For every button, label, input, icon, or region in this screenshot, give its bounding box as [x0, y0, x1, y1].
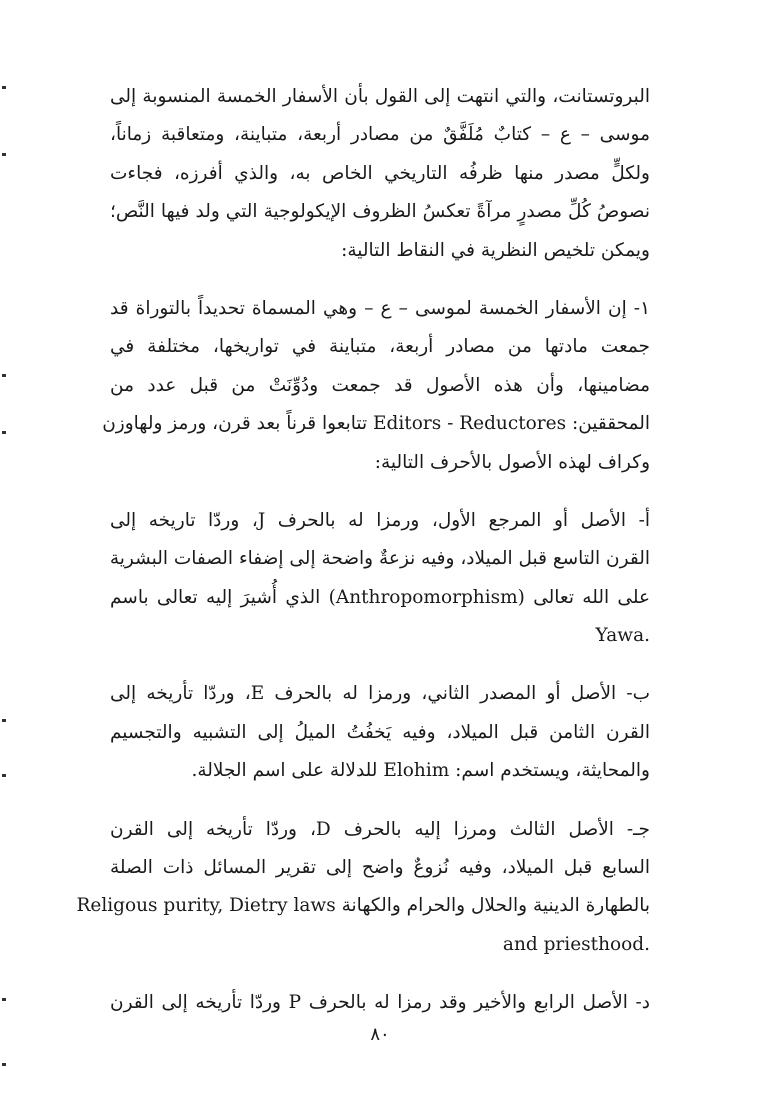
text-line: على الله تعالى (Anthropomorphism) الذي أُشيرَ إليه تعالى باسم	[110, 586, 651, 608]
scan-mark	[2, 86, 6, 89]
text-line: ب- الأصل أو المصدر الثاني، ورمزا له بالحرف E، وردّا تأريخه إلى	[110, 683, 650, 705]
text-line: نصوصُ كُلِّ مصدرٍ مرآةً تعكسُ الظروف الإيكولوجية التي ولد فيها النَّص؛	[110, 201, 650, 223]
text-line: بالطهارة الدينية والحلال والحرام والكهانة Religous purity, Dietry laws	[76, 895, 650, 917]
scan-mark	[2, 998, 6, 1001]
text-line: ولكلٍّ مصدر منها ظرفُه التاريخي الخاص به، والذي أفرزه، فجاءت	[110, 162, 650, 184]
text-line: والمحايثة، ويستخدم اسم: Elohim للدلالة على اسم الجلالة.	[191, 760, 650, 782]
paragraph-point-1	[102, 290, 650, 482]
paragraph-source-p	[110, 984, 650, 1022]
scan-mark	[2, 719, 6, 722]
scan-mark	[2, 374, 6, 377]
text-line: القرن التاسع قبل الميلاد، وفيه نزعةٌ واضحة إلى إضفاء الصفات البشرية	[109, 548, 650, 570]
scan-mark	[2, 1063, 6, 1066]
text-line: المحققين: Editors - Reductores تتابعوا قرناً بعد قرن، ورمز ولهاوزن	[102, 413, 650, 435]
text-line: القرن الثامن قبل الميلاد، وفيه يَخفُتُ الميلُ إلى التشبيه والتجسيم	[110, 721, 650, 743]
text-line: أ- الأصل أو المرجع الأول، ورمزا له بالحرف J، وردّا تاريخه إلى	[110, 509, 650, 531]
page-body	[76, 78, 651, 1023]
text-line: .Yawa	[595, 625, 650, 647]
scan-mark	[2, 774, 6, 777]
scan-mark	[2, 153, 6, 156]
text-line: جمعت مادتها من مصادر أربعة، متباينة في تواريخها، مختلفة في	[110, 336, 650, 358]
text-line: موسى – ع – كتابٌ مُلَفَّقٌ من مصادر أربعة، متباينة، ومتعاقبة زماناً،	[110, 124, 650, 146]
text-line: البروتستانت، والتي انتهت إلى القول بأن الأسفار الخمسة المنسوبة إلى	[110, 86, 650, 107]
page-number: ٨٠	[370, 1024, 390, 1045]
text-line: .and priesthood	[502, 933, 650, 955]
text-line: ويمكن تلخيص النظرية في النقاط التالية:	[341, 239, 650, 261]
scan-mark	[2, 431, 6, 434]
paragraph-source-d	[76, 811, 650, 965]
text-line: جـ- الأصل الثالث ومرزا إليه بالحرف D، وردّا تأريخه إلى القرن	[110, 818, 650, 840]
paragraph-intro	[110, 78, 650, 270]
paragraph-source-j	[110, 502, 650, 656]
text-line: وكراف لهذه الأصول بالأحرف التالية:	[374, 451, 650, 473]
paragraph-source-e	[110, 675, 650, 790]
text-line: مضامينها، وأن هذه الأصول قد جمعت ودُوِّنَتْ من قبل عدد من	[110, 374, 650, 396]
text-line: ١- إن الأسفار الخمسة لموسى – ع – وهي المسماة تحديداً بالتوراة قد	[110, 297, 650, 319]
text-line: السابع قبل الميلاد، وفيه نُزوعٌ واضح إلى تقرير المسائل ذات الصلة	[110, 857, 650, 879]
text-line: د- الأصل الرابع والأخير وقد رمزا له بالحرف P وردّا تأريخه إلى القرن	[110, 992, 651, 1014]
